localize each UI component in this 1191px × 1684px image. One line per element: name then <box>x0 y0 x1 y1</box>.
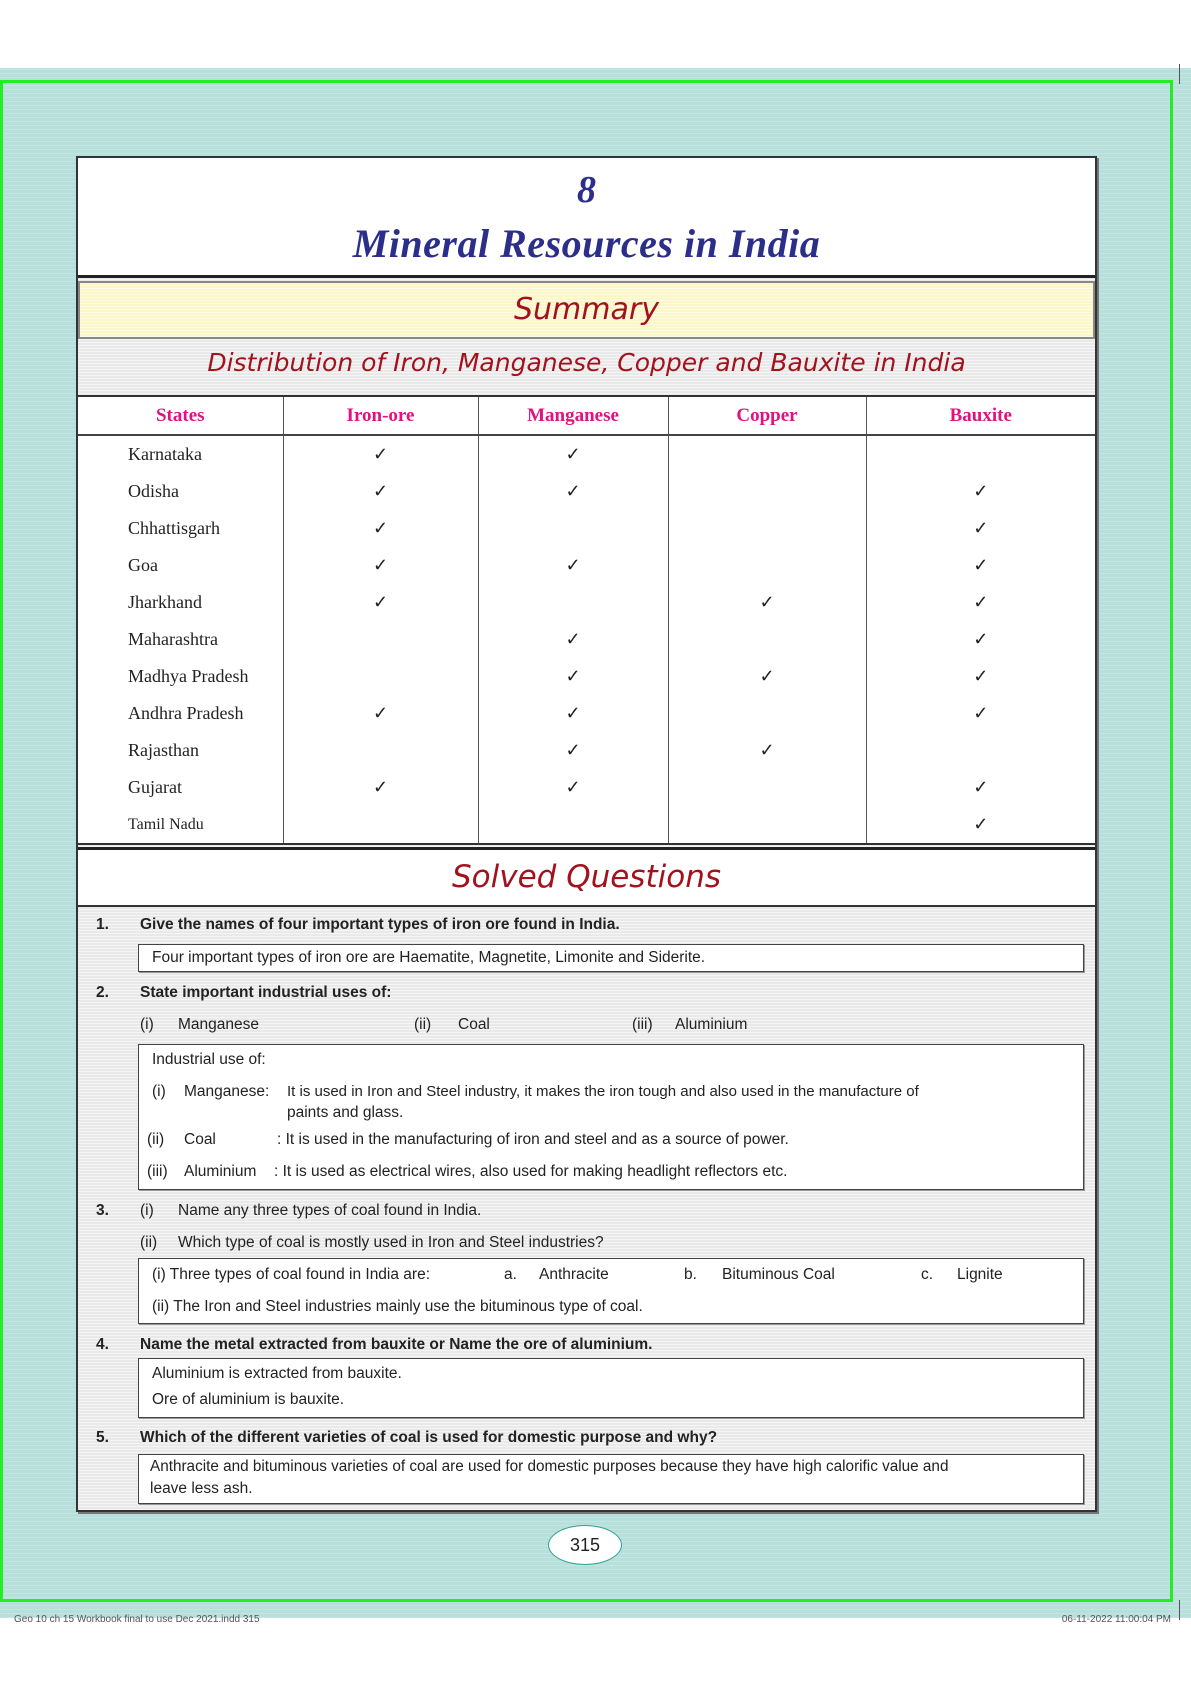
check-icon: ✓ <box>478 547 668 584</box>
answer-1-box <box>138 944 1084 972</box>
answer-intro: Industrial use of: <box>152 1051 266 1068</box>
check-icon <box>668 547 866 584</box>
question-number: 5. <box>96 1429 109 1446</box>
check-icon: ✓ <box>973 592 989 612</box>
answer-text: Ore of aluminium is bauxite. <box>152 1391 345 1408</box>
part-roman: (ii) <box>414 1016 432 1033</box>
check-icon: ✓ <box>973 814 989 834</box>
print-slug-left: Geo 10 ch 15 Workbook final to use Dec 2021.indd 315 <box>14 1614 260 1625</box>
table-row <box>78 435 1095 473</box>
question-number: 2. <box>96 984 109 1001</box>
check-icon: ✓ <box>478 473 668 510</box>
answer-label: Coal <box>184 1131 216 1148</box>
check-icon: ✓ <box>973 777 989 797</box>
check-icon: ✓ <box>283 473 478 510</box>
table-row <box>78 658 1095 695</box>
part-text: Which type of coal is mostly used in Iron and Steel industries? <box>178 1234 604 1251</box>
check-icon: ✓ <box>973 629 989 649</box>
answer-text: : It is used as electrical wires, also used for making headlight reflectors etc. <box>274 1163 788 1180</box>
check-icon: ✓ <box>478 695 668 732</box>
answer-roman: (ii) <box>147 1131 165 1148</box>
part-roman: (i) <box>140 1202 154 1219</box>
chapter-header <box>78 158 1095 278</box>
answer-text: It is used in Iron and Steel industry, it makes the iron tough and also used in the manufacture of <box>287 1083 919 1100</box>
question-number: 3. <box>96 1202 109 1219</box>
table-row <box>78 547 1095 584</box>
check-icon: ✓ <box>973 666 989 686</box>
answer-label: Manganese: <box>184 1083 270 1100</box>
check-icon <box>668 435 866 473</box>
answer-roman: (iii) <box>147 1163 168 1180</box>
state-name: Gujarat <box>78 769 283 806</box>
check-icon: ✓ <box>478 621 668 658</box>
table-row <box>78 510 1095 547</box>
check-icon: ✓ <box>283 547 478 584</box>
summary-heading: Summary <box>514 292 659 327</box>
question-text: Give the names of four important types of iron ore found in India. <box>140 916 620 933</box>
check-icon: ✓ <box>478 435 668 473</box>
state-name: Odisha <box>78 473 283 510</box>
check-icon: ✓ <box>283 435 478 473</box>
state-name: Tamil Nadu <box>78 806 283 844</box>
coal-type-name: Lignite <box>957 1266 1003 1283</box>
workbook-page <box>76 156 1097 1512</box>
state-name: Goa <box>78 547 283 584</box>
check-icon: ✓ <box>283 584 478 621</box>
table-row <box>78 806 1095 844</box>
solved-questions-heading: Solved Questions <box>451 859 721 895</box>
chapter-title: Mineral Resources in India <box>352 221 821 266</box>
state-name: Jharkhand <box>78 584 283 621</box>
check-icon <box>283 732 478 769</box>
part-text: Name any three types of coal found in India. <box>178 1202 482 1219</box>
table-row <box>78 584 1095 621</box>
part-roman: (i) <box>140 1016 154 1033</box>
check-icon: ✓ <box>973 481 989 501</box>
question-number: 4. <box>96 1336 109 1353</box>
table-row <box>78 732 1095 769</box>
answer-text: (i) Three types of coal found in India are: <box>152 1266 431 1283</box>
table-title: Distribution of Iron, Manganese, Copper and Bauxite in India <box>207 348 966 377</box>
answer-text: : It is used in the manufacturing of iron and steel and as a source of power. <box>277 1131 789 1148</box>
question-text: State important industrial uses of: <box>140 984 392 1001</box>
check-icon <box>668 695 866 732</box>
question-text: Name the metal extracted from bauxite or Name the ore of aluminium. <box>140 1336 653 1353</box>
part-roman: (iii) <box>632 1016 653 1033</box>
answer-label: Aluminium <box>184 1163 257 1180</box>
check-icon <box>283 658 478 695</box>
check-icon: ✓ <box>478 658 668 695</box>
check-icon: ✓ <box>478 732 668 769</box>
check-icon: ✓ <box>478 769 668 806</box>
check-icon <box>668 473 866 510</box>
question-number: 1. <box>96 916 109 933</box>
check-icon <box>478 510 668 547</box>
answer-text: Aluminium is extracted from bauxite. <box>152 1365 402 1382</box>
check-icon <box>478 584 668 621</box>
check-icon <box>866 732 1095 769</box>
coal-type-name: Anthracite <box>539 1266 609 1283</box>
crop-mark <box>1179 64 1180 84</box>
page-number: 315 <box>548 1525 622 1565</box>
check-icon: ✓ <box>973 555 989 575</box>
part-roman: (ii) <box>140 1234 158 1251</box>
answer-2-box <box>138 1044 1084 1190</box>
summary-banner <box>78 281 1095 339</box>
check-icon: ✓ <box>668 732 866 769</box>
check-icon: ✓ <box>283 510 478 547</box>
table-row <box>78 473 1095 510</box>
state-name: Karnataka <box>78 435 283 473</box>
coal-type-letter: a. <box>504 1266 517 1283</box>
answer-3-box <box>138 1258 1084 1324</box>
check-icon: ✓ <box>668 584 866 621</box>
coal-type-letter: c. <box>921 1266 934 1283</box>
answer-text: Four important types of iron ore are Haematite, Magnetite, Limonite and Siderite. <box>152 949 706 966</box>
check-icon: ✓ <box>973 518 989 538</box>
check-icon: ✓ <box>283 695 478 732</box>
check-icon <box>668 806 866 844</box>
solved-questions-banner <box>78 847 1095 907</box>
chapter-number: 8 <box>577 169 596 211</box>
answer-roman: (i) <box>152 1083 166 1100</box>
check-icon: ✓ <box>973 703 989 723</box>
col-header-states: States <box>78 396 283 435</box>
check-icon <box>668 769 866 806</box>
mineral-distribution-table <box>78 395 1095 845</box>
answer-text: (ii) The Iron and Steel industries mainly use the bituminous type of coal. <box>152 1298 643 1315</box>
table-row <box>78 621 1095 658</box>
check-icon: ✓ <box>668 658 866 695</box>
answer-text-continued: paints and glass. <box>287 1104 404 1121</box>
state-name: Madhya Pradesh <box>78 658 283 695</box>
coal-type-letter: b. <box>684 1266 697 1283</box>
question-text: Which of the different varieties of coal is used for domestic purpose and why? <box>140 1429 718 1446</box>
check-icon <box>668 510 866 547</box>
check-icon <box>866 435 1095 473</box>
answer-text: Anthracite and bituminous varieties of coal are used for domestic purposes because they have high calorific value and <box>150 1458 949 1475</box>
part-text: Aluminium <box>675 1016 748 1033</box>
answer-text: leave less ash. <box>150 1480 253 1497</box>
table-row <box>78 769 1095 806</box>
check-icon <box>283 621 478 658</box>
answer-5-box <box>138 1454 1084 1504</box>
part-text: Coal <box>458 1016 490 1033</box>
table-header-row <box>78 396 1095 435</box>
state-name: Rajasthan <box>78 732 283 769</box>
print-slug-right: 06-11-2022 11:00:04 PM <box>1061 1614 1171 1625</box>
coal-type-name: Bituminous Coal <box>722 1266 835 1283</box>
state-name: Maharashtra <box>78 621 283 658</box>
col-header-copper: Copper <box>668 396 866 435</box>
state-name: Chhattisgarh <box>78 510 283 547</box>
col-header-iron-ore: Iron-ore <box>283 396 478 435</box>
table-row <box>78 695 1095 732</box>
check-icon: ✓ <box>283 769 478 806</box>
part-text: Manganese <box>178 1016 260 1033</box>
check-icon <box>478 806 668 844</box>
check-icon <box>668 621 866 658</box>
col-header-bauxite: Bauxite <box>866 396 1095 435</box>
check-icon <box>283 806 478 844</box>
state-name: Andhra Pradesh <box>78 695 283 732</box>
answer-4-box <box>138 1358 1084 1418</box>
crop-mark <box>1179 1600 1180 1620</box>
col-header-manganese: Manganese <box>478 396 668 435</box>
